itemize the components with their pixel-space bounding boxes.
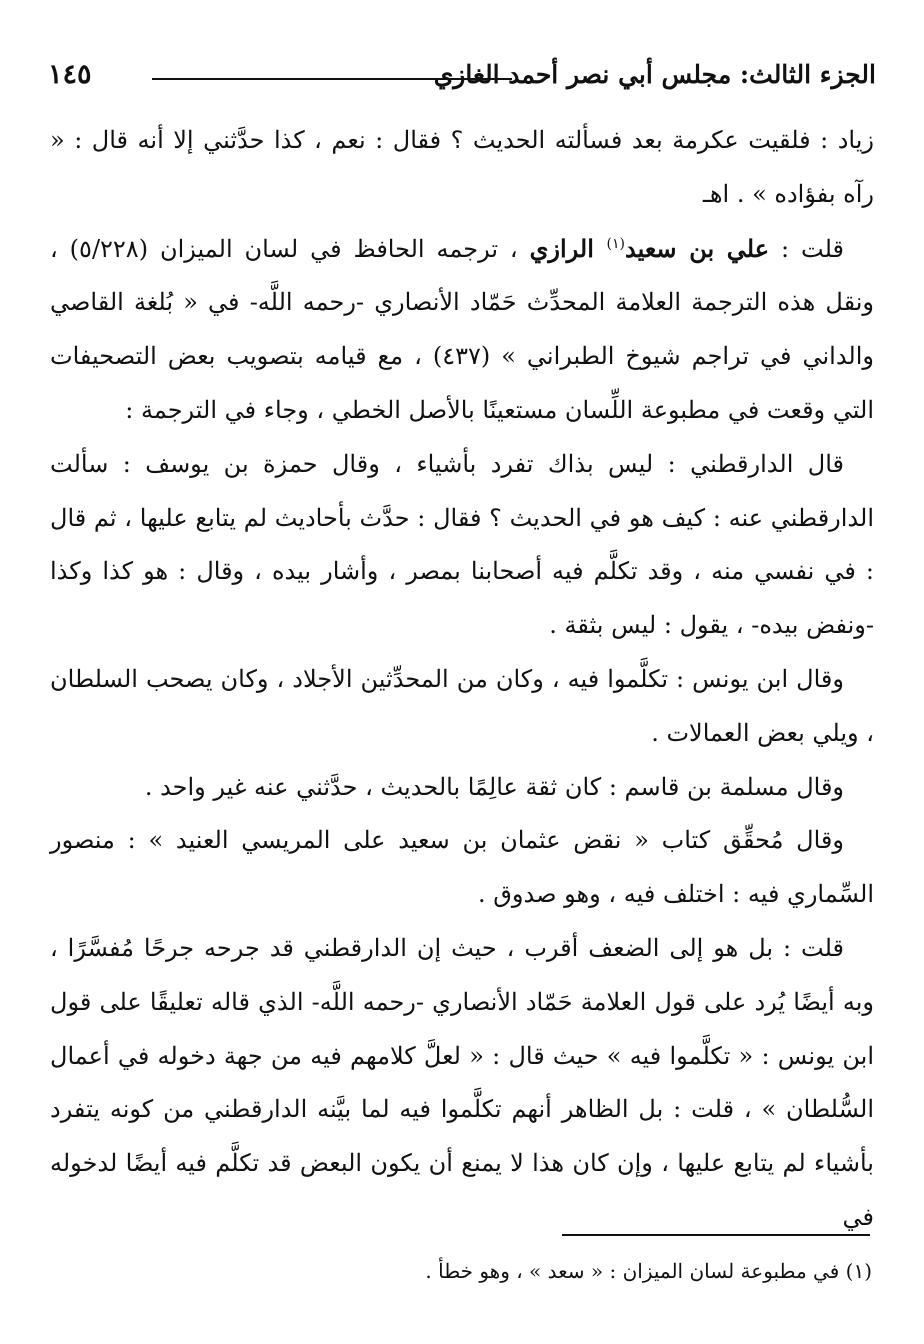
paragraph-ibn-yunus: وقال ابن يونس : تكلَّموا فيه ، وكان من المحدِّثين الأجلاد ، وكان يصحب السلطان ، ويلي بعض العمالات . bbox=[50, 664, 874, 747]
paragraph-continuation: زياد : فلقيت عكرمة بعد فسألته الحديث ؟ فقال : نعم ، كذا حدَّثني إلا أنه قال : « رآه بفؤاده » . اهـ bbox=[50, 126, 874, 208]
paragraph-biography bbox=[50, 222, 874, 438]
bold-nisba: الرازي bbox=[529, 233, 607, 263]
paragraph-prefix: قلت : bbox=[769, 234, 845, 263]
paragraph-text: ، ترجمه الحافظ في لسان الميزان (٥/٢٢٨) ، ونقل هذه الترجمة العلامة المحدِّث حَمّاد الأنصاري -رحمه اللَّه- في « بُلغة القاصي والداني في تراجم شيوخ الطبراني » (٤٣٧) ، مع قيامه بتصويب بعض التصحيفات التي وقعت في مطبوعة اللِّسان مستعينًا بالأصل الخطي ، وجاء في الترجمة : bbox=[50, 234, 874, 424]
bold-name: علي بن سعيد bbox=[625, 233, 770, 263]
main-text bbox=[50, 114, 874, 1245]
footnote-rule bbox=[562, 1234, 870, 1236]
paragraph-daraqutni: قال الدارقطني : ليس بذاك تفرد بأشياء ، وقال حمزة بن يوسف : سألت الدارقطني عنه : كيف هو في الحديث ؟ فقال : حدَّث بأحاديث لم يتابع عليها ، ثم قال : في نفسي منه ، وقد تكلَّم فيه أصحابنا بمصر ، وأشار بيده ، وقال : هو كذا وكذا -ونفض بيده- ، يقول : ليس بثقة . bbox=[50, 449, 874, 640]
page-number: ١٤٥ bbox=[48, 59, 92, 90]
running-header bbox=[48, 58, 876, 98]
paragraph-editor: وقال مُحقِّق كتاب « نقض عثمان بن سعيد على المريسي العنيد » : منصور السِّماري فيه : اختلف فيه ، وهو صدوق . bbox=[50, 826, 874, 909]
paragraph-maslama: وقال مسلمة بن قاسم : كان ثقة عالِمًا بالحديث ، حدَّثني عنه غير واحد . bbox=[144, 772, 844, 801]
header-rule bbox=[152, 78, 512, 80]
footnote-reference: (١) bbox=[606, 235, 626, 252]
footnote: (١) في مطبوعة لسان الميزان : « سعد » ، وهو خطأ . bbox=[425, 1259, 872, 1283]
paragraph-conclusion: قلت : بل هو إلى الضعف أقرب ، حيث إن الدارقطني قد جرحه جرحًا مُفسَّرًا ، وبه أيضًا يُرد على قول العلامة حَمّاد الأنصاري -رحمه اللَّه- الذي قاله تعليقًا على قول ابن يونس : « تكلَّموا فيه » حيث قال : « لعلَّ كلامهم فيه من جهة دخوله في أعمال السُّلطان » ، قلت : بل الظاهر أنهم تكلَّموا فيه لما بيَّنه الدارقطني من كونه يتفرد بأشياء لم يتابع عليها ، وإن كان هذا لا يمنع أن يكون البعض قد تكلَّم فيه أيضًا لدخوله في bbox=[50, 933, 874, 1231]
running-title: الجزء الثالث: مجلس أبي نصر أحمد الغازي bbox=[433, 60, 876, 89]
